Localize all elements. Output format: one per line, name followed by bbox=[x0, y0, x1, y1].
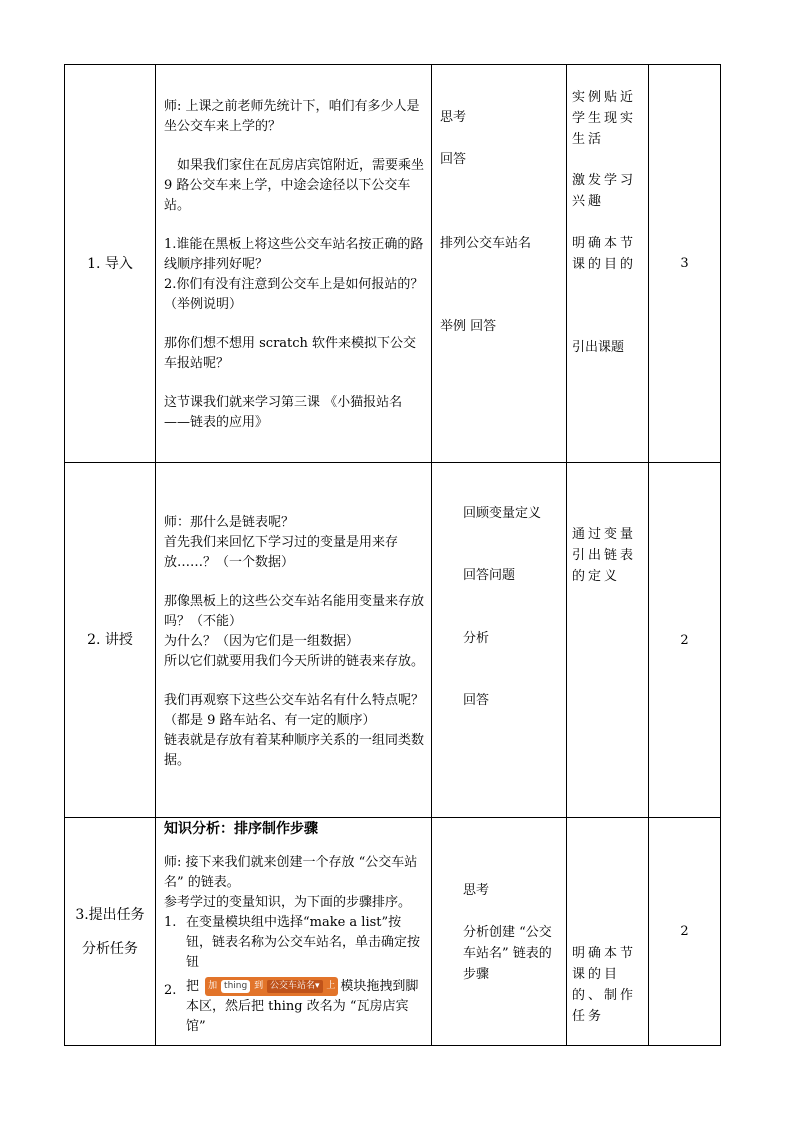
student-item: 回答 bbox=[463, 693, 490, 708]
add-to-list-block bbox=[205, 977, 338, 996]
table-row bbox=[65, 463, 721, 818]
student-item: 思考 bbox=[463, 883, 490, 898]
step-text: 在变量模块组中选择“make a list”按钮，链表名称为公交车站名，单击确定按钮 bbox=[186, 915, 421, 970]
design-intent-cell bbox=[567, 818, 649, 1046]
step-text-pre: 把 bbox=[186, 979, 200, 994]
block-value-slot: thing bbox=[221, 980, 250, 993]
student-item: 回答 bbox=[440, 152, 467, 167]
stage-label: 2. 讲授 bbox=[87, 632, 133, 648]
list-item bbox=[164, 913, 425, 973]
goal-item: 实例贴近学生现实生活 bbox=[572, 90, 637, 147]
teacher-line: 为什么？（因为它们是一组数据） bbox=[164, 634, 360, 649]
student-activity-cell bbox=[432, 463, 567, 818]
goal-item: 激发学习兴趣 bbox=[572, 173, 637, 209]
student-item: 举例 回答 bbox=[440, 319, 497, 334]
time-value: 3 bbox=[680, 256, 689, 271]
teacher-line: 所以它们就要用我们今天所讲的链表来存放。 bbox=[164, 654, 425, 669]
design-intent-cell bbox=[567, 463, 649, 818]
block-list-dropdown bbox=[267, 980, 323, 993]
teacher-line: 这节课我们就来学习第三课 《小猫报站名——链表的应用》 bbox=[164, 394, 403, 430]
student-item: 排列公交车站名 bbox=[440, 236, 532, 251]
goal-item: 明确本节课的目的、制作任务 bbox=[572, 946, 637, 1024]
steps-list bbox=[164, 913, 425, 1037]
stage-label: 1. 导入 bbox=[87, 255, 133, 272]
student-item: 分析 bbox=[463, 631, 490, 646]
time-cell bbox=[649, 463, 721, 818]
stage-cell bbox=[65, 65, 156, 463]
stage-cell bbox=[65, 818, 156, 1046]
design-intent-cell bbox=[567, 65, 649, 463]
table-row bbox=[65, 65, 721, 463]
teacher-line: 师：那什么是链表呢？ bbox=[164, 515, 295, 530]
student-activity-cell bbox=[432, 65, 567, 463]
teacher-line: 如果我们家住在瓦房店宾馆附近，需要乘坐 9 路公交车来上学，中途会途径以下公交车站。 bbox=[164, 157, 425, 213]
block-list-name: 公交车站名 bbox=[269, 981, 315, 991]
teacher-line: 首先我们来回忆下学习过的变量是用来存放……？（一个数据） bbox=[164, 535, 399, 570]
teacher-line: 师: 上课之前老师先统计下，咱们有多少人是坐公交车来上学的？ bbox=[164, 98, 420, 134]
stage-label: 3.提出任务 bbox=[75, 906, 145, 923]
block-keyword: 到 bbox=[254, 981, 264, 991]
teacher-activity-cell bbox=[156, 463, 432, 818]
time-cell bbox=[649, 65, 721, 463]
lesson-plan-table bbox=[64, 64, 721, 1046]
dropdown-arrow-icon: ▾ bbox=[314, 981, 320, 991]
teacher-line: 我们再观察下这些公交车站名有什么特点呢？ bbox=[164, 693, 425, 708]
step-text-post: 模块拖拽到脚本区，然后把 thing 改名为 “瓦房店宾馆” bbox=[186, 979, 419, 1034]
block-keyword: 上 bbox=[326, 981, 336, 991]
teacher-line: 那你们想不想用 scratch 软件来模拟下公交车报站呢？ bbox=[164, 335, 417, 371]
teacher-line: 师: 接下来我们就来创建一个存放 “公交车站名” 的链表。 bbox=[164, 855, 418, 890]
teacher-line: 链表就是存放有着某种顺序关系的一组同类数据。 bbox=[164, 733, 425, 768]
student-item: 回答问题 bbox=[463, 568, 516, 583]
student-item: 分析创建 “公交车站名” 链表的步骤 bbox=[463, 925, 552, 982]
teacher-line: 参考学过的变量知识，为下面的步骤排序。 bbox=[164, 895, 412, 910]
teacher-line: 那像黑板上的这些公交车站名能用变量来存放吗？（不能） bbox=[164, 594, 425, 629]
goal-item: 通过变量引出链表的定义 bbox=[572, 527, 637, 584]
goal-item: 明确本节课的目的 bbox=[572, 236, 637, 272]
teacher-line: 2.你们有没有注意到公交车上是如何报站的？（举例说明） bbox=[164, 276, 424, 312]
time-cell bbox=[649, 818, 721, 1046]
time-value: 2 bbox=[680, 632, 689, 648]
section-heading: 知识分析：排序制作步骤 bbox=[164, 821, 318, 837]
student-item: 回顾变量定义 bbox=[463, 506, 542, 521]
teacher-activity-cell bbox=[156, 818, 432, 1046]
list-item bbox=[164, 977, 425, 1037]
teacher-activity-cell bbox=[156, 65, 432, 463]
step-number: 2. bbox=[164, 983, 177, 998]
table-row bbox=[65, 818, 721, 1046]
student-activity-cell bbox=[432, 818, 567, 1046]
student-item: 思考 bbox=[440, 110, 467, 125]
stage-label-secondary: 分析任务 bbox=[82, 940, 138, 957]
stage-cell bbox=[65, 463, 156, 818]
teacher-line: 1.谁能在黑板上将这些公交车站名按正确的路线顺序排列好呢？ bbox=[164, 236, 424, 272]
step-number: 1. bbox=[164, 915, 177, 930]
time-value: 2 bbox=[680, 924, 689, 939]
block-keyword: 加 bbox=[208, 981, 218, 991]
teacher-line: （都是 9 路车站名、有一定的顺序） bbox=[164, 713, 376, 728]
goal-item: 引出课题 bbox=[572, 340, 625, 355]
